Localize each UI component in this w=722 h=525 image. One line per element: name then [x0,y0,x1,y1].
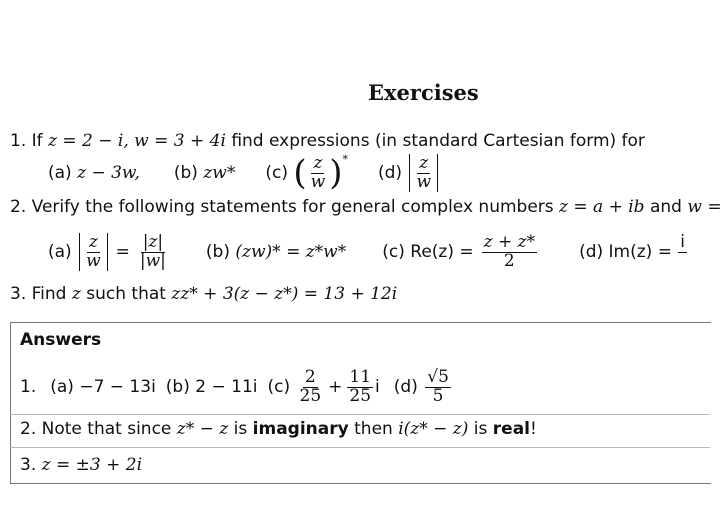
part-label: (d) [579,242,604,262]
text: then [354,419,393,439]
fraction [425,366,451,406]
denominator: 5 [432,385,444,406]
math: z* − z [176,419,229,439]
question-3 [10,284,397,304]
numerator: √5 [427,366,449,387]
denominator: 25 [299,385,322,406]
math: w = [687,197,722,217]
math: w = 3 + 4i [134,131,226,151]
text: Find [31,284,67,304]
answer-number: 2. [20,419,37,439]
math: z = ±3 + 2i [41,455,143,475]
answer-1 [20,362,453,412]
text: Verify the following statements for general complex numbers [31,197,554,217]
fraction [414,152,433,192]
divider [10,447,710,448]
part-label: (c) [267,377,291,397]
abs-bar [79,233,80,271]
math: (zw)* = z*w* [235,242,347,262]
denominator: 25 [349,385,372,406]
abs-bar [437,154,438,192]
text: find expressions (in standard Cartesian form) for [231,131,645,151]
question-1-parts [48,150,440,196]
part-label: (d) [393,377,418,397]
superscript: * [342,152,348,166]
math: z − 3w, [77,163,140,183]
fraction [347,366,373,406]
denominator: 2 [503,250,515,271]
numerator: z [88,231,98,252]
answer-part: (b) 2 − 11i [165,377,258,397]
math: Re(z) = [410,242,474,262]
fraction [309,152,328,192]
numerator: z [313,152,323,173]
text: ! [530,419,537,439]
numerator: z [419,152,429,173]
question-2-parts [48,226,689,278]
equals: = [115,242,130,262]
divider [10,414,710,415]
math: z [71,284,81,304]
denominator [678,253,687,271]
math: i(z* − z) [398,419,469,439]
part-label: (a) [48,163,72,183]
answer-2 [20,419,537,439]
fraction [84,231,103,271]
page-title: Exercises [368,80,479,105]
answer-part: (a) −7 − 13i [50,377,156,397]
text: is [473,419,488,439]
emphasis: imaginary [252,419,349,439]
math: z = a + ib [559,197,645,217]
math: z = 2 − i, [48,131,129,151]
answer-number: 1. [20,377,37,397]
text: is [233,419,248,439]
part-label: (a) [48,242,72,262]
numerator: 2 [304,366,316,387]
paren: ) [329,153,343,193]
denominator: w [86,250,101,271]
answer-3 [20,455,142,475]
fraction [138,231,168,271]
part-label: (c) [265,163,288,183]
question-1 [10,131,645,151]
question-number: 3. [10,284,27,304]
part-label: (b) [205,242,230,262]
question-number: 2. [10,197,27,217]
plus: + [328,377,343,397]
answers-heading: Answers [20,330,102,350]
numerator: 11 [349,366,372,387]
question-2 [10,197,722,217]
fraction [298,366,324,406]
numerator: |z| [142,231,164,252]
abs-bar [409,154,410,192]
denominator: w [416,171,431,192]
numerator: i [680,231,686,252]
denominator: w [310,171,326,192]
denominator: |w| [139,250,166,271]
fraction-cut [678,231,687,271]
text: and [649,197,682,217]
math: zw* [203,163,236,183]
text: such that [86,284,166,304]
imag-unit: i [375,377,380,397]
abs-bar [107,233,108,271]
math: zz* + 3(z − z*) = 13 + 12i [171,284,398,304]
emphasis: real [492,419,531,439]
part-label: (c) [382,242,405,262]
part-label: (b) [173,163,198,183]
question-number: 1. [10,131,27,151]
answer-number: 3. [20,455,37,475]
numerator: z + z* [483,231,536,252]
part-label: (d) [377,163,403,183]
fraction [482,231,537,271]
math: Im(z) = [608,242,672,262]
text: Note that since [41,419,172,439]
text: If [31,131,43,151]
paren: ( [293,153,307,193]
